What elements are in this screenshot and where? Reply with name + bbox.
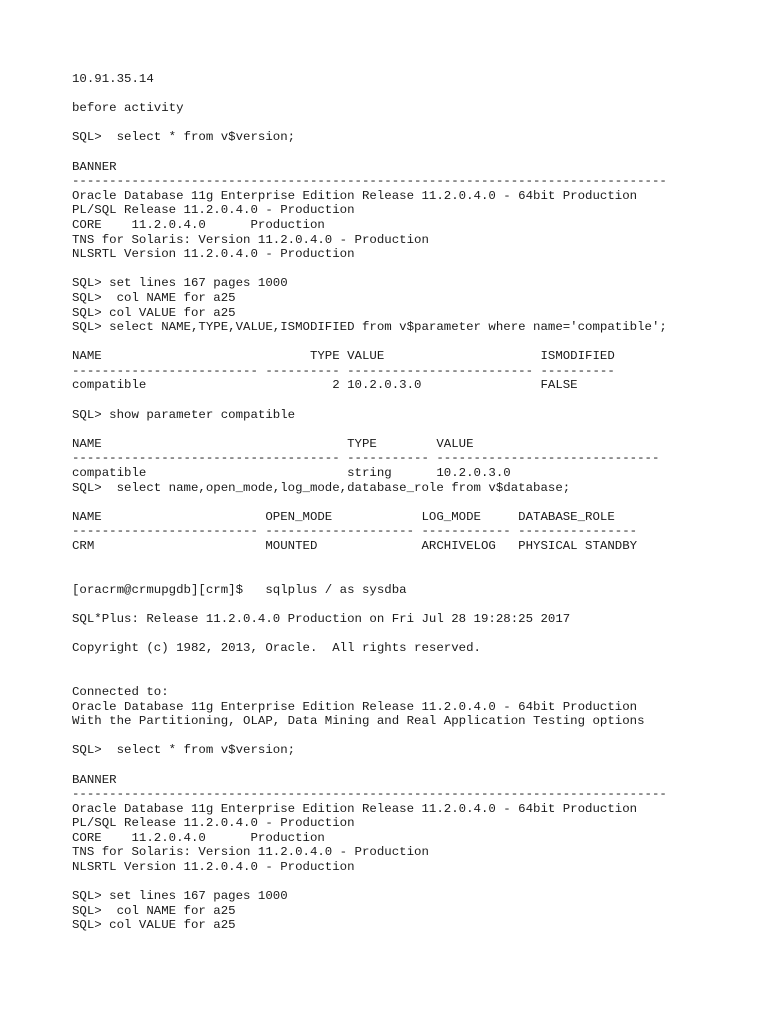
transcript-line: [oracrm@crmupgdb][crm]$ sqlplus / as sysdba xyxy=(72,582,407,597)
transcript-line xyxy=(72,422,762,437)
transcript-line: NLSRTL Version 11.2.0.4.0 - Production xyxy=(72,247,355,262)
transcript-line: before activity xyxy=(72,101,184,116)
transcript-line: Oracle Database 11g Enterprise Edition Release 11.2.0.4.0 - 64bit Production xyxy=(72,801,638,816)
transcript-line: SQL> col VALUE for a25 xyxy=(72,918,236,933)
transcript-line xyxy=(72,393,762,408)
transcript-line: CORE 11.2.0.4.0 Production xyxy=(72,217,325,232)
transcript-line: ------------------------- -------------------- ------------ ---------------- xyxy=(72,524,638,539)
transcript-line xyxy=(72,670,762,685)
transcript-line: SQL> select NAME,TYPE,VALUE,ISMODIFIED from v$parameter where name='compatible'; xyxy=(72,320,667,335)
transcript-line: NAME TYPE VALUE xyxy=(72,436,474,451)
transcript-line xyxy=(72,758,762,773)
transcript-line xyxy=(72,875,762,890)
transcript-line: TNS for Solaris: Version 11.2.0.4.0 - Production xyxy=(72,845,429,860)
transcript-line: PL/SQL Release 11.2.0.4.0 - Production xyxy=(72,816,355,831)
transcript-line xyxy=(72,262,762,277)
transcript-line: SQL> select * from v$version; xyxy=(72,743,296,758)
transcript-line: BANNER xyxy=(72,772,117,787)
transcript-line: compatible 2 10.2.0.3.0 FALSE xyxy=(72,378,578,393)
transcript-line xyxy=(72,656,762,671)
transcript-line: compatible string 10.2.0.3.0 xyxy=(72,466,511,481)
transcript-line xyxy=(72,495,762,510)
transcript-line: SQL> show parameter compatible xyxy=(72,407,296,422)
transcript-line xyxy=(72,597,762,612)
transcript-line: CORE 11.2.0.4.0 Production xyxy=(72,830,325,845)
transcript-line xyxy=(72,335,762,350)
transcript-line: NAME TYPE VALUE ISMODIFIED xyxy=(72,349,615,364)
transcript-line: SQL> col VALUE for a25 xyxy=(72,305,236,320)
transcript-line: ------------------------- ---------- ------------------------- ---------- xyxy=(72,363,615,378)
transcript-line: Oracle Database 11g Enterprise Edition Release 11.2.0.4.0 - 64bit Production xyxy=(72,188,638,203)
transcript-line: SQL> select name,open_mode,log_mode,database_role from v$database; xyxy=(72,480,571,495)
transcript-line: TNS for Solaris: Version 11.2.0.4.0 - Production xyxy=(72,232,429,247)
transcript-line: SQL> select * from v$version; xyxy=(72,130,296,145)
transcript-line xyxy=(72,729,762,744)
transcript-line: ------------------------------------ ----------- ------------------------------ xyxy=(72,451,660,466)
transcript-line: SQL> col NAME for a25 xyxy=(72,290,236,305)
transcript-line xyxy=(72,145,762,160)
transcript-line: Oracle Database 11g Enterprise Edition Release 11.2.0.4.0 - 64bit Production xyxy=(72,699,638,714)
transcript-line: CRM MOUNTED ARCHIVELOG PHYSICAL STANDBY xyxy=(72,539,638,553)
transcript-line: SQL> set lines 167 pages 1000 xyxy=(72,889,288,904)
transcript-line: With the Partitioning, OLAP, Data Mining and Real Application Testing options xyxy=(72,714,645,729)
transcript-line: SQL> col NAME for a25 xyxy=(72,903,236,918)
transcript-line: 10.91.35.14 xyxy=(72,72,154,86)
transcript-line: -------------------------------------------------------------------------------- xyxy=(72,174,667,189)
transcript-line xyxy=(72,554,762,569)
transcript-line: Connected to: xyxy=(72,684,169,699)
transcript-line: SQL> set lines 167 pages 1000 xyxy=(72,276,288,291)
transcript-line xyxy=(72,568,762,583)
transcript-line xyxy=(72,87,762,102)
transcript-line xyxy=(72,627,762,642)
transcript-line: PL/SQL Release 11.2.0.4.0 - Production xyxy=(72,203,355,218)
transcript-line: -------------------------------------------------------------------------------- xyxy=(72,787,667,802)
transcript-line: Copyright (c) 1982, 2013, Oracle. All rights reserved. xyxy=(72,641,481,656)
transcript-line xyxy=(72,116,762,131)
transcript-line: BANNER xyxy=(72,159,117,174)
terminal-transcript xyxy=(72,72,762,933)
transcript-line: NLSRTL Version 11.2.0.4.0 - Production xyxy=(72,860,355,875)
transcript-line: SQL*Plus: Release 11.2.0.4.0 Production on Fri Jul 28 19:28:25 2017 xyxy=(72,611,571,626)
transcript-line: NAME OPEN_MODE LOG_MODE DATABASE_ROLE xyxy=(72,509,615,524)
